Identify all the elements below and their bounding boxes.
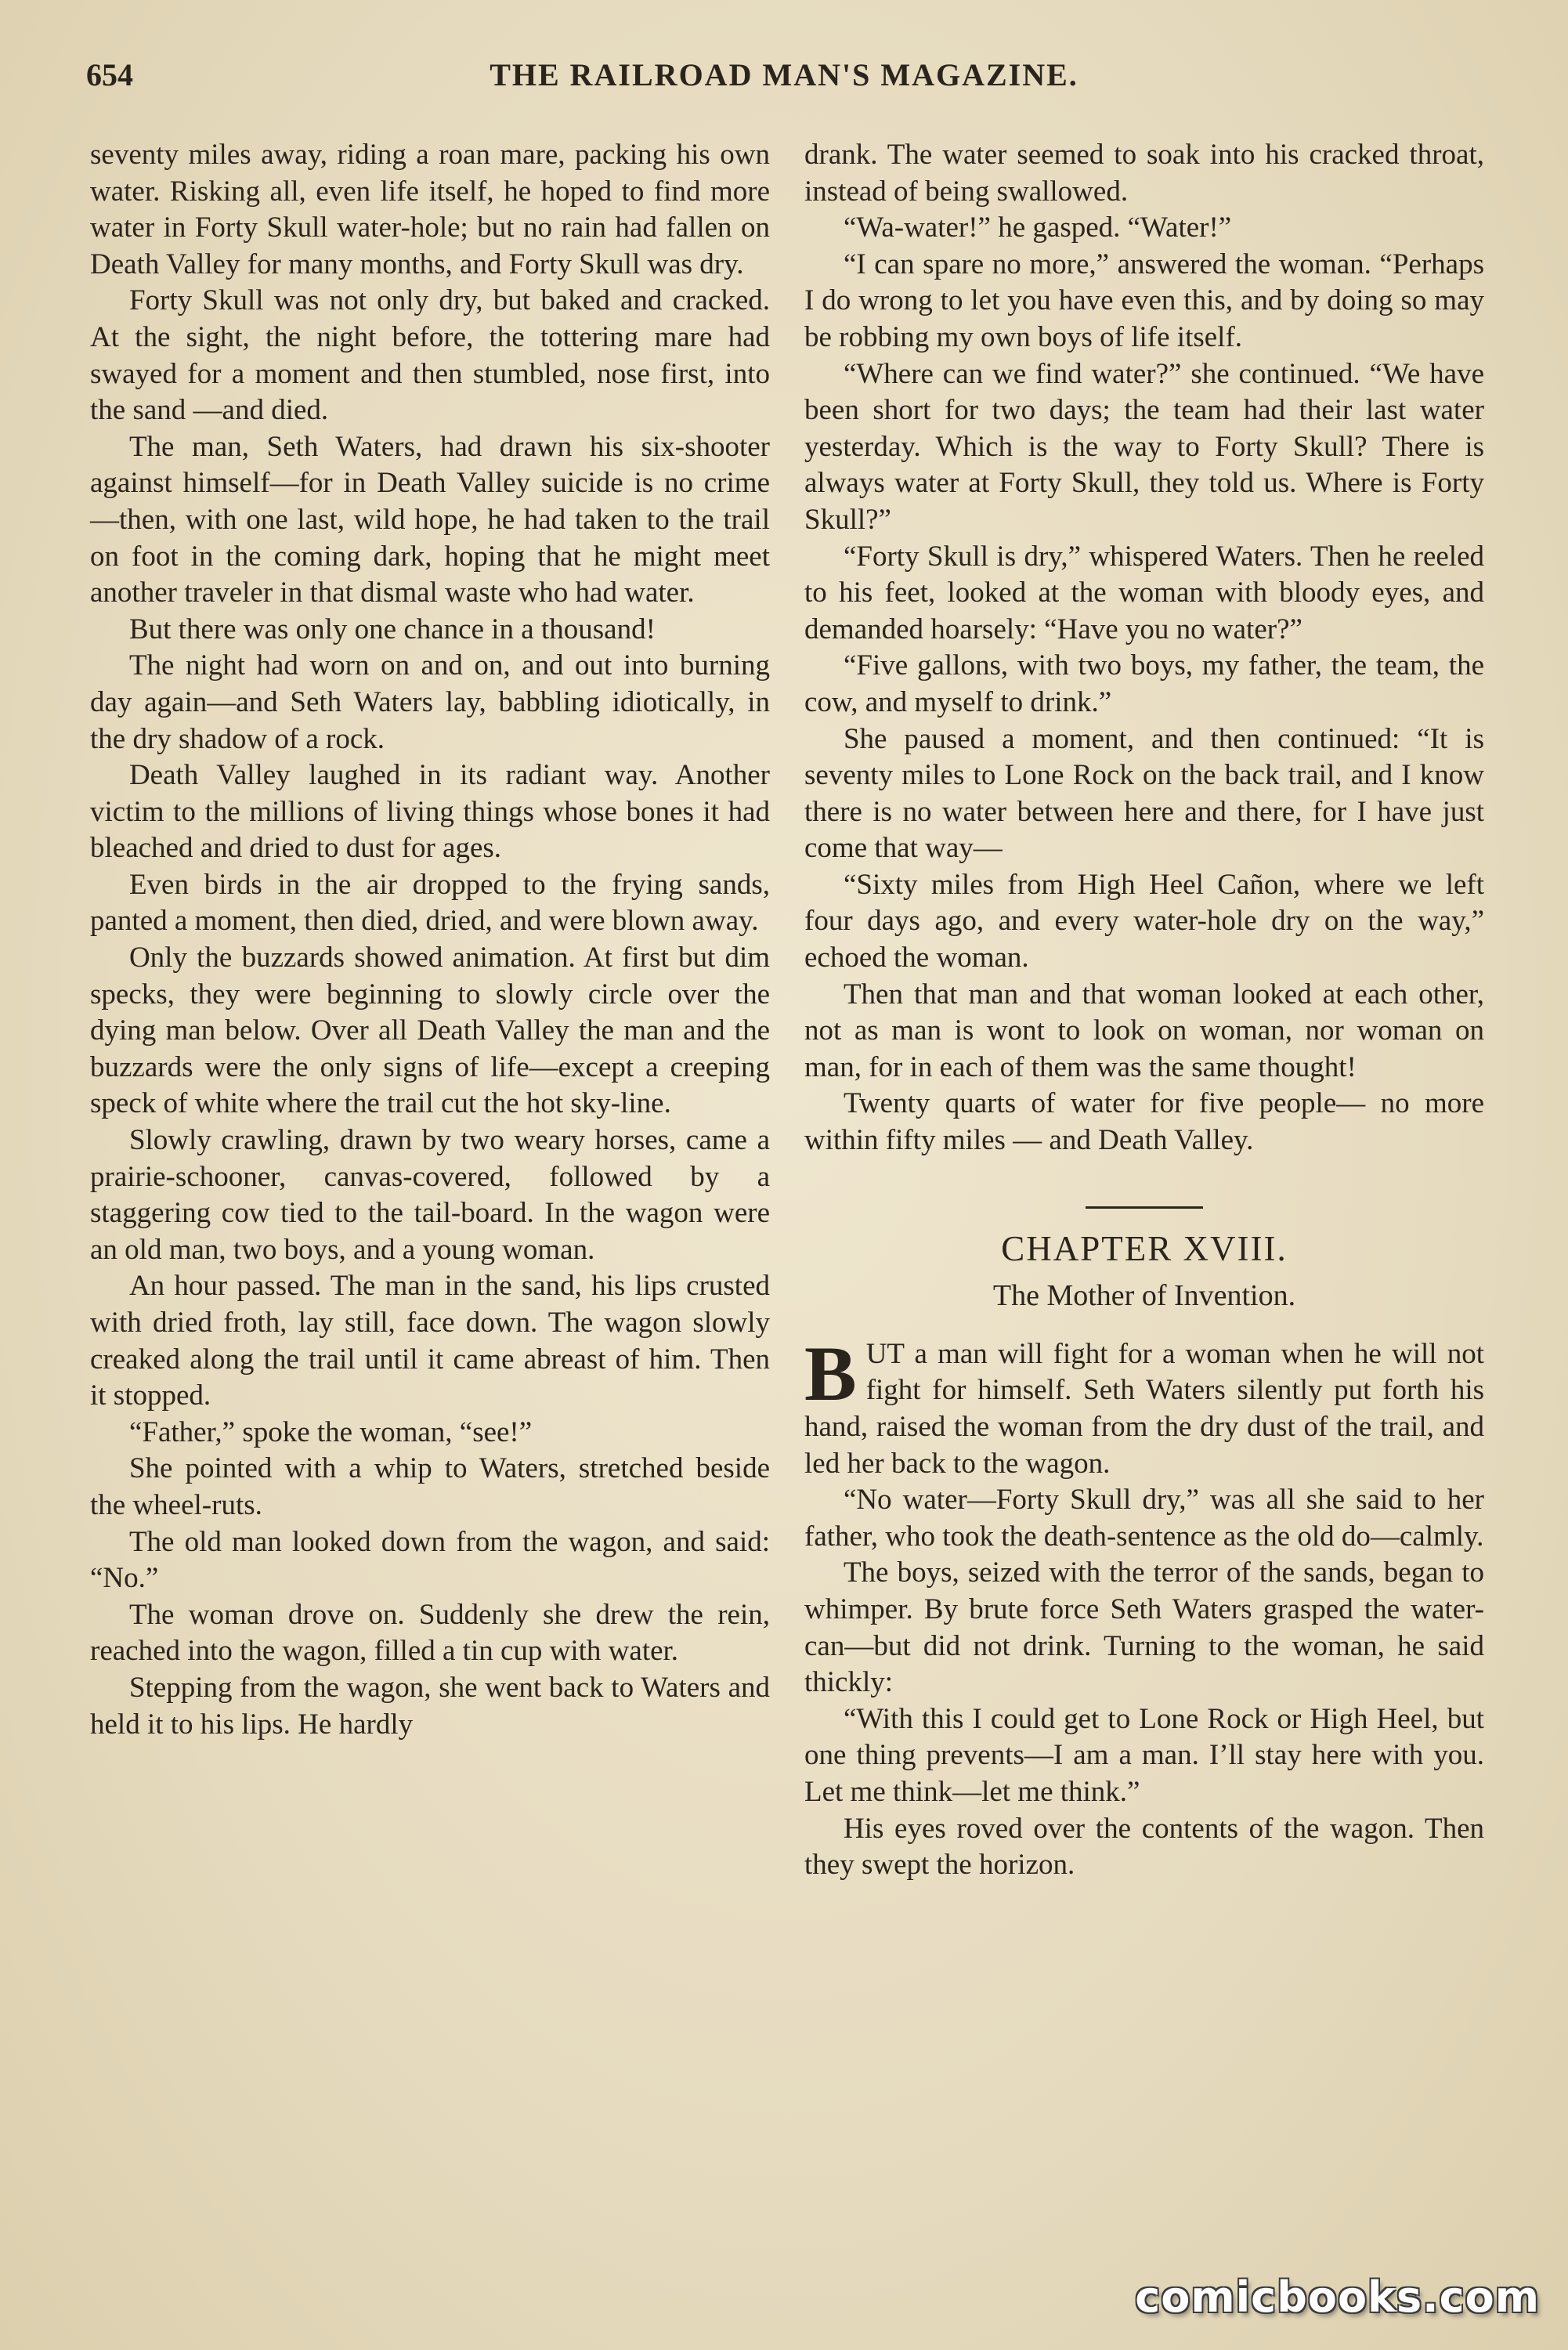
paragraph: “Five gallons, with two boys, my father, the team, the cow, and myself to drink.” bbox=[804, 649, 1484, 718]
drop-cap: B bbox=[804, 1329, 857, 1417]
right-column-top bbox=[804, 137, 1484, 1159]
paragraph: Slowly crawling, drawn by two weary horses, came a prairie-schooner, canvas-covered, followed by a staggering cow tied to the tail-board. In the wagon were an old man, two boys, and a young woman. bbox=[90, 1124, 770, 1266]
right-column-bottom bbox=[804, 1482, 1484, 1884]
page-number: 654 bbox=[86, 57, 133, 92]
paragraph: “Wa-water!” he gasped. “Water!” bbox=[843, 212, 1232, 244]
paragraph: Then that man and that woman looked at each other, not as man is wont to look on woman, nor woman on man, for in each of them was the same thought! bbox=[804, 978, 1484, 1083]
chapter-title: The Mother of Invention. bbox=[992, 1279, 1296, 1313]
paragraph: Even birds in the air dropped to the frying sands, panted a moment, then died, dried, and were blown away. bbox=[90, 868, 770, 938]
paragraph: “I can spare no more,” answered the woman. “Perhaps I do wrong to let you have even this, and by doing so may be robbing my own boys of life itself. bbox=[804, 248, 1484, 353]
paragraph: The old man looked down from the wagon, and said: “No.” bbox=[90, 1525, 770, 1595]
paragraph: She paused a moment, and then continued: “It is seventy miles to Lone Rock on the back trail, and I know there is no water between here and there, for I have just come that way— bbox=[804, 722, 1484, 865]
paragraph: Only the buzzards showed animation. At first but dim specks, they were beginning to slowly circle over the dying man below. Over all Death Valley the man and the buzzards were the only signs of life—except a creeping speck of white where the trail cut the hot sky-line. bbox=[90, 942, 770, 1120]
paragraph: “Forty Skull is dry,” whispered Waters. Then he reeled to his feet, looked at the woman with bloody eyes, and demanded hoarsely: “Have you no water?” bbox=[804, 540, 1484, 645]
paragraph: “Sixty miles from High Heel Cañon, where we left four days ago, and every water-hole dry on the way,” echoed the woman. bbox=[804, 868, 1484, 974]
paragraph: An hour passed. The man in the sand, his lips crusted with dried froth, lay still, face down. The wagon slowly creaked along the trail until it came abreast of him. Then it stopped. bbox=[90, 1270, 770, 1412]
left-column bbox=[90, 137, 770, 1743]
watermark-logo: comicbooks.com bbox=[1135, 2272, 1540, 2322]
paragraph: “Where can we find water?” she continued. “We have been short for two days; the team had their last water yesterday. Which is the way to Forty Skull? There is always water at Forty Skull, they told us. Where is Forty Skull?” bbox=[804, 357, 1484, 536]
paragraph: Death Valley laughed in its radiant way. Another victim to the millions of living things whose bones it had bleached and dried to dust for ages. bbox=[90, 759, 770, 865]
running-title: THE RAILROAD MAN'S MAGAZINE. bbox=[490, 57, 1078, 92]
paragraph: Stepping from the wagon, she went back to Waters and held it to his lips. He hardly bbox=[90, 1671, 770, 1741]
paragraph: Twenty quarts of water for five people— no more within fifty miles — and Death Valley. bbox=[804, 1087, 1484, 1157]
first-paragraph-text: UT a man will fight for a woman when he will not fight for himself. Seth Waters silently put forth his hand, raised the woman from the dry dust of the trail, and led her back to the wagon. bbox=[804, 1337, 1484, 1480]
paragraph: The man, Seth Waters, had drawn his six-shooter against himself—for in Death Valley suicide is no crime—then, with one last, wild hope, he had taken to the trail on foot in the coming dark, hoping that he might meet another traveler in that dismal waste who had water. bbox=[90, 430, 770, 609]
right-column bbox=[804, 137, 1484, 1884]
paragraph: But there was only one chance in a thousand! bbox=[128, 613, 656, 645]
paragraph: seventy miles away, riding a roan mare, packing his own water. Risking all, even life itself, he hoped to find more water in Forty Skull water-hole; but no rain had fallen on Death Valley for many months, and Forty Skull was dry. bbox=[90, 139, 770, 280]
paragraph: The boys, seized with the terror of the sands, began to whimper. By brute force Seth Waters grasped the water-can—but did not drink. Turning to the woman, he said thickly: bbox=[804, 1556, 1484, 1699]
paragraph: The night had worn on and on, and out into burning day again—and Seth Waters lay, babbling idiotically, in the dry shadow of a rock. bbox=[90, 649, 770, 755]
paragraph: “No water—Forty Skull dry,” was all she said to her father, who took the death-sentence as the old do—calmly. bbox=[804, 1484, 1484, 1553]
chapter-heading: CHAPTER XVIII. bbox=[1001, 1228, 1288, 1268]
paragraph: drank. The water seemed to soak into his cracked throat, instead of being swallowed. bbox=[804, 139, 1484, 208]
chapter-first-paragraph bbox=[804, 1329, 1484, 1482]
chapter-divider bbox=[1086, 1206, 1203, 1209]
paragraph: She pointed with a whip to Waters, stretched beside the wheel-ruts. bbox=[90, 1452, 770, 1521]
paragraph: “Father,” spoke the woman, “see!” bbox=[128, 1415, 533, 1448]
paragraph: “With this I could get to Lone Rock or High Heel, but one thing prevents—I am a man. I’ll stay here with you. Let me think—let me think.” bbox=[804, 1702, 1484, 1808]
page-header bbox=[86, 56, 1482, 103]
paragraph: Forty Skull was not only dry, but baked and cracked. At the sight, the night before, the tottering mare had swayed for a moment and then stumbled, nose first, into the sand —and died. bbox=[90, 284, 770, 427]
paragraph: His eyes roved over the contents of the wagon. Then they swept the horizon. bbox=[804, 1812, 1484, 1882]
paragraph: The woman drove on. Suddenly she drew the rein, reached into the wagon, filled a tin cup with water. bbox=[90, 1598, 770, 1668]
